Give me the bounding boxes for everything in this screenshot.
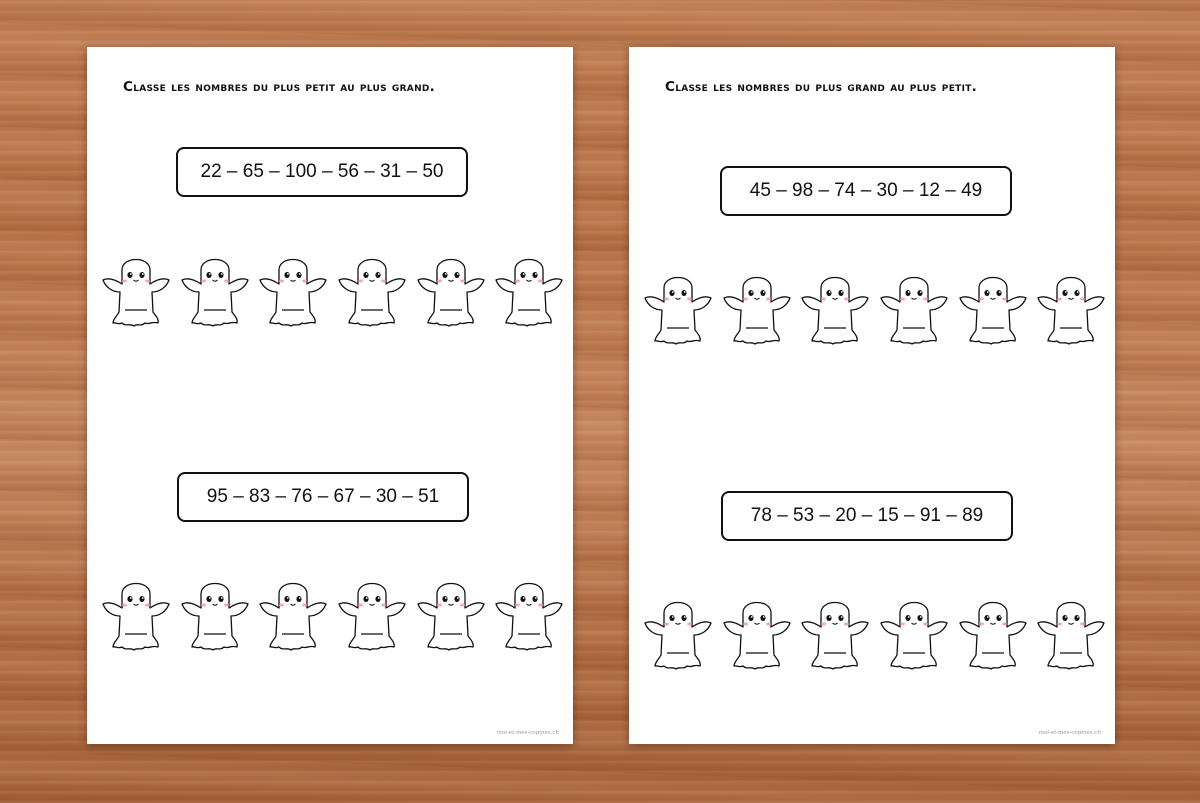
ghost-icon [800, 593, 870, 671]
ghost-answer-slot[interactable] [101, 574, 171, 652]
ghost-answer-slot[interactable] [416, 250, 486, 328]
answer-row [101, 250, 571, 328]
ghost-icon [1036, 268, 1106, 346]
ghost-icon [337, 574, 407, 652]
ghost-icon [879, 268, 949, 346]
number-sequence-box: 78 – 53 – 20 – 15 – 91 – 89 [721, 491, 1013, 541]
ghost-answer-slot[interactable] [337, 574, 407, 652]
ghost-answer-slot[interactable] [1036, 268, 1106, 346]
ghost-icon [879, 593, 949, 671]
site-credit: moi-et-mes-copines.ch [496, 730, 559, 736]
ghost-answer-slot[interactable] [879, 593, 949, 671]
ghost-icon [722, 268, 792, 346]
number-sequence-box: 22 – 65 – 100 – 56 – 31 – 50 [176, 147, 468, 197]
ghost-answer-slot[interactable] [101, 250, 171, 328]
ghost-icon [958, 268, 1028, 346]
ghost-icon [101, 574, 171, 652]
ghost-answer-slot[interactable] [337, 250, 407, 328]
ghost-icon [337, 250, 407, 328]
ghost-answer-slot[interactable] [958, 268, 1028, 346]
ghost-icon [258, 574, 328, 652]
ghost-answer-slot[interactable] [879, 268, 949, 346]
ghost-answer-slot[interactable] [958, 593, 1028, 671]
site-credit: moi-et-mes-copines.ch [1038, 730, 1101, 736]
ghost-answer-slot[interactable] [258, 574, 328, 652]
worksheet-right [629, 47, 1115, 744]
ghost-icon [800, 268, 870, 346]
number-sequence-box: 45 – 98 – 74 – 30 – 12 – 49 [720, 166, 1012, 216]
ghost-answer-slot[interactable] [180, 574, 250, 652]
ghost-icon [494, 574, 564, 652]
ghost-answer-slot[interactable] [643, 593, 713, 671]
answer-row [643, 593, 1113, 671]
ghost-answer-slot[interactable] [800, 593, 870, 671]
ghost-answer-slot[interactable] [258, 250, 328, 328]
number-sequence-box: 95 – 83 – 76 – 67 – 30 – 51 [177, 472, 469, 522]
ghost-icon [180, 574, 250, 652]
ghost-answer-slot[interactable] [800, 268, 870, 346]
ghost-answer-slot[interactable] [722, 268, 792, 346]
ghost-answer-slot[interactable] [494, 574, 564, 652]
ghost-icon [958, 593, 1028, 671]
ghost-icon [643, 593, 713, 671]
ghost-icon [494, 250, 564, 328]
ghost-icon [416, 250, 486, 328]
ghost-icon [722, 593, 792, 671]
ghost-icon [416, 574, 486, 652]
ghost-icon [180, 250, 250, 328]
ghost-answer-slot[interactable] [416, 574, 486, 652]
instruction-title: Classe les nombres du plus petit au plus grand. [123, 79, 436, 95]
instruction-title: Classe les nombres du plus grand au plus petit. [665, 79, 978, 95]
ghost-answer-slot[interactable] [1036, 593, 1106, 671]
ghost-icon [643, 268, 713, 346]
answer-row [101, 574, 571, 652]
answer-row [643, 268, 1113, 346]
ghost-answer-slot[interactable] [643, 268, 713, 346]
ghost-icon [1036, 593, 1106, 671]
worksheet-left [87, 47, 573, 744]
ghost-icon [101, 250, 171, 328]
ghost-answer-slot[interactable] [722, 593, 792, 671]
ghost-icon [258, 250, 328, 328]
ghost-answer-slot[interactable] [494, 250, 564, 328]
ghost-answer-slot[interactable] [180, 250, 250, 328]
